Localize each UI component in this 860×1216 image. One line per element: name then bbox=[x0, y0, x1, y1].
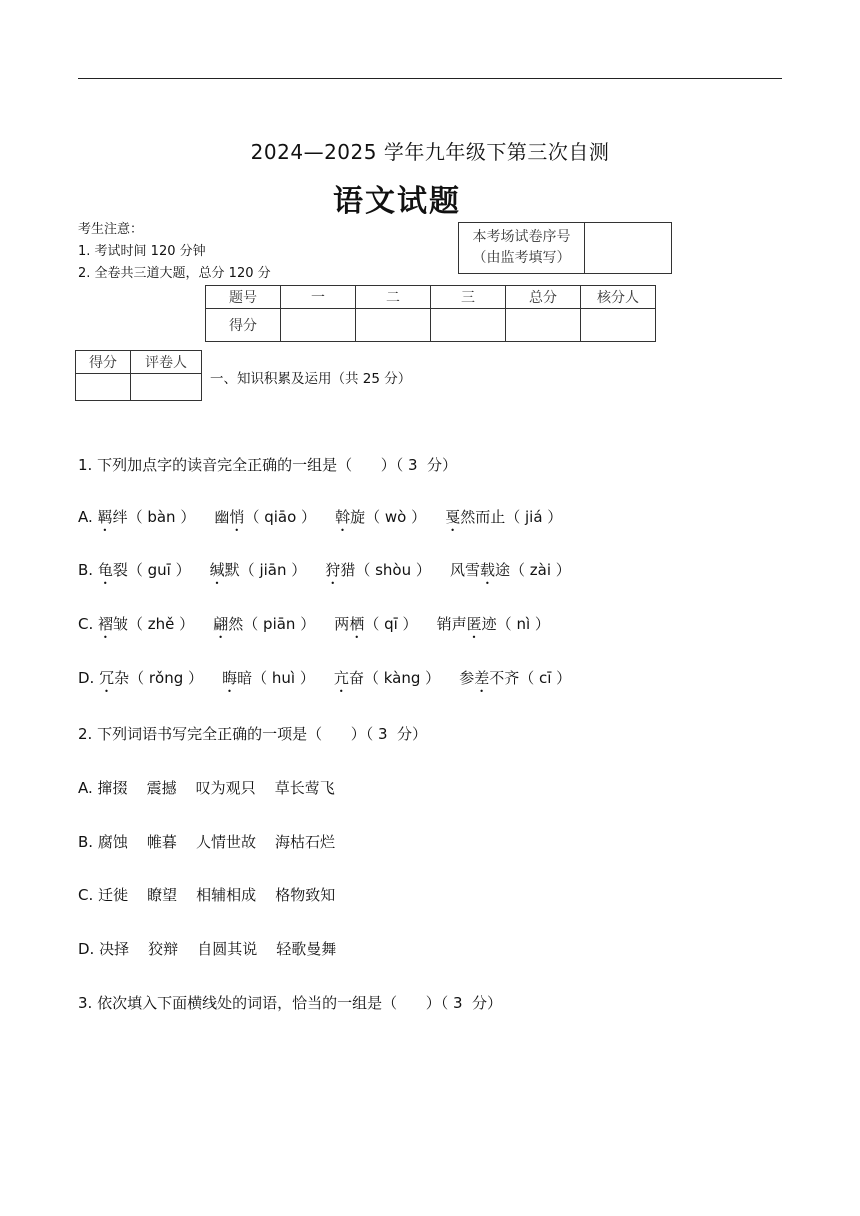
option-word bbox=[222, 669, 334, 687]
score-header-cell: 一 bbox=[281, 286, 356, 309]
option-word bbox=[98, 615, 213, 633]
option-word bbox=[335, 508, 445, 526]
word-part bbox=[191, 561, 210, 579]
word-part: 旋（ wò ） bbox=[350, 508, 427, 526]
section-one-title: 一、知识积累及运用（共 25 分） bbox=[210, 371, 412, 387]
question-2-option-d[interactable]: D. 决择 狡辩 自圆其说 轻歌曼舞 bbox=[78, 940, 337, 958]
sequence-number-field[interactable] bbox=[585, 223, 672, 274]
option-word bbox=[98, 508, 215, 526]
word-part: 绊（ bàn ） bbox=[112, 508, 196, 526]
option-word bbox=[99, 669, 222, 687]
word-part: 默（ jiān ） bbox=[224, 561, 307, 579]
word-part bbox=[418, 615, 437, 633]
notice-item: 1. 考试时间 120 分钟 bbox=[78, 244, 206, 259]
word-part: 幽 bbox=[214, 508, 230, 526]
word-part bbox=[426, 508, 445, 526]
sequence-label-note: （由监考填写） bbox=[472, 250, 571, 266]
dotted-character: 斡 bbox=[335, 508, 351, 526]
score-cell[interactable] bbox=[281, 309, 356, 342]
word-part: 然而止（ jiá ） bbox=[460, 508, 563, 526]
dotted-character: 亢 bbox=[333, 669, 349, 687]
option-word bbox=[98, 561, 210, 579]
dotted-character: 翩 bbox=[213, 615, 229, 633]
dotted-character: 悄 bbox=[229, 508, 245, 526]
sequence-label bbox=[459, 223, 585, 274]
word-part bbox=[315, 615, 334, 633]
option-word bbox=[325, 561, 450, 579]
option-word bbox=[437, 615, 550, 633]
score-header-cell: 总分 bbox=[506, 286, 581, 309]
dotted-character: 差 bbox=[474, 669, 490, 687]
score-cell[interactable] bbox=[581, 309, 656, 342]
notice-heading: 考生注意： bbox=[78, 222, 144, 237]
sequence-label-line: 本考场试卷序号 bbox=[472, 229, 571, 245]
option-word bbox=[213, 615, 334, 633]
word-part bbox=[440, 669, 459, 687]
question-2-option-a[interactable]: A. 撺掇 震撼 叹为观只 草长莺飞 bbox=[78, 779, 335, 797]
grader-box bbox=[75, 350, 202, 401]
question-1-stem: 1. 下列加点字的读音完全正确的一组是（ ）（ 3 分） bbox=[78, 456, 458, 474]
question-1-option-b[interactable] bbox=[78, 559, 571, 588]
dotted-character: 缄 bbox=[209, 561, 225, 579]
score-cell[interactable] bbox=[506, 309, 581, 342]
exam-title: 语文试题 bbox=[333, 184, 461, 219]
score-row-label: 得分 bbox=[206, 309, 281, 342]
option-word bbox=[459, 669, 571, 687]
dotted-character: 狩 bbox=[325, 561, 341, 579]
score-header-cell: 核分人 bbox=[581, 286, 656, 309]
option-word bbox=[334, 615, 436, 633]
option-label: D. bbox=[78, 669, 100, 687]
dotted-character: 晦 bbox=[222, 669, 238, 687]
score-header-cell: 二 bbox=[356, 286, 431, 309]
option-word bbox=[450, 561, 571, 579]
word-part: （ qī ） bbox=[364, 615, 418, 633]
score-table-score-row bbox=[206, 309, 656, 342]
option-word bbox=[445, 508, 562, 526]
question-2-option-b[interactable]: B. 腐蚀 帷暮 人情世故 海枯石烂 bbox=[78, 833, 336, 851]
question-2-stem: 2. 下列词语书写完全正确的一项是（ ）（ 3 分） bbox=[78, 725, 428, 743]
word-part: 然（ piān ） bbox=[228, 615, 316, 633]
score-header-cell: 题号 bbox=[206, 286, 281, 309]
score-header-cell: 三 bbox=[431, 286, 506, 309]
word-part bbox=[203, 669, 222, 687]
paper-sequence-box bbox=[458, 222, 672, 274]
word-part: 暗（ huì ） bbox=[237, 669, 315, 687]
word-part: 两 bbox=[334, 615, 350, 633]
question-1-option-c[interactable] bbox=[78, 613, 550, 642]
word-part bbox=[306, 561, 325, 579]
dotted-character: 羁 bbox=[97, 508, 113, 526]
word-part: 风雪 bbox=[449, 561, 480, 579]
grader-header-cell: 得分 bbox=[76, 351, 131, 374]
dotted-character: 载 bbox=[479, 561, 495, 579]
option-word bbox=[210, 561, 326, 579]
score-table-header-row bbox=[206, 286, 656, 309]
grader-name-cell[interactable] bbox=[131, 374, 202, 401]
word-part bbox=[315, 669, 334, 687]
option-label: A. bbox=[78, 508, 98, 526]
word-part bbox=[316, 508, 335, 526]
dotted-character: 褶 bbox=[98, 615, 114, 633]
dotted-character: 冗 bbox=[99, 669, 115, 687]
word-part: 销声 bbox=[436, 615, 467, 633]
word-part: 猎（ shòu ） bbox=[340, 561, 431, 579]
candidate-notice bbox=[78, 219, 271, 285]
word-part: 奋（ kàng ） bbox=[348, 669, 441, 687]
word-part: 途（ zài ） bbox=[495, 561, 571, 579]
option-label: C. bbox=[78, 615, 99, 633]
option-word bbox=[214, 508, 335, 526]
dotted-character: 匿 bbox=[466, 615, 482, 633]
grader-header-cell: 评卷人 bbox=[131, 351, 202, 374]
top-rule bbox=[78, 78, 782, 79]
dotted-character: 戛 bbox=[445, 508, 461, 526]
dotted-character: 栖 bbox=[349, 615, 365, 633]
score-cell[interactable] bbox=[431, 309, 506, 342]
word-part: （ qiāo ） bbox=[244, 508, 317, 526]
word-part bbox=[194, 615, 213, 633]
question-2-option-c[interactable]: C. 迁徙 瞭望 相辅相成 格物致知 bbox=[78, 886, 336, 904]
question-1-option-a[interactable] bbox=[78, 506, 562, 535]
word-part: 迹（ nì ） bbox=[481, 615, 550, 633]
score-table bbox=[205, 285, 656, 342]
grader-score-cell[interactable] bbox=[76, 374, 131, 401]
word-part: 裂（ guī ） bbox=[112, 561, 191, 579]
word-part: 皱（ zhě ） bbox=[113, 615, 195, 633]
exam-subtitle: 2024—2025 学年九年级下第三次自测 bbox=[250, 140, 610, 164]
word-part: 杂（ rǒng ） bbox=[114, 669, 204, 687]
notice-item: 2. 全卷共三道大题，总分 120 分 bbox=[78, 266, 271, 281]
word-part bbox=[431, 561, 450, 579]
question-1-option-d[interactable] bbox=[78, 667, 571, 696]
question-3-stem: 3. 依次填入下面横线处的词语，恰当的一组是（ ）（ 3 分） bbox=[78, 994, 503, 1012]
option-label: B. bbox=[78, 561, 98, 579]
word-part: 不齐（ cī ） bbox=[489, 669, 572, 687]
option-word bbox=[334, 669, 459, 687]
score-cell[interactable] bbox=[356, 309, 431, 342]
word-part: 参 bbox=[459, 669, 475, 687]
word-part bbox=[195, 508, 214, 526]
dotted-character: 龟 bbox=[97, 561, 113, 579]
